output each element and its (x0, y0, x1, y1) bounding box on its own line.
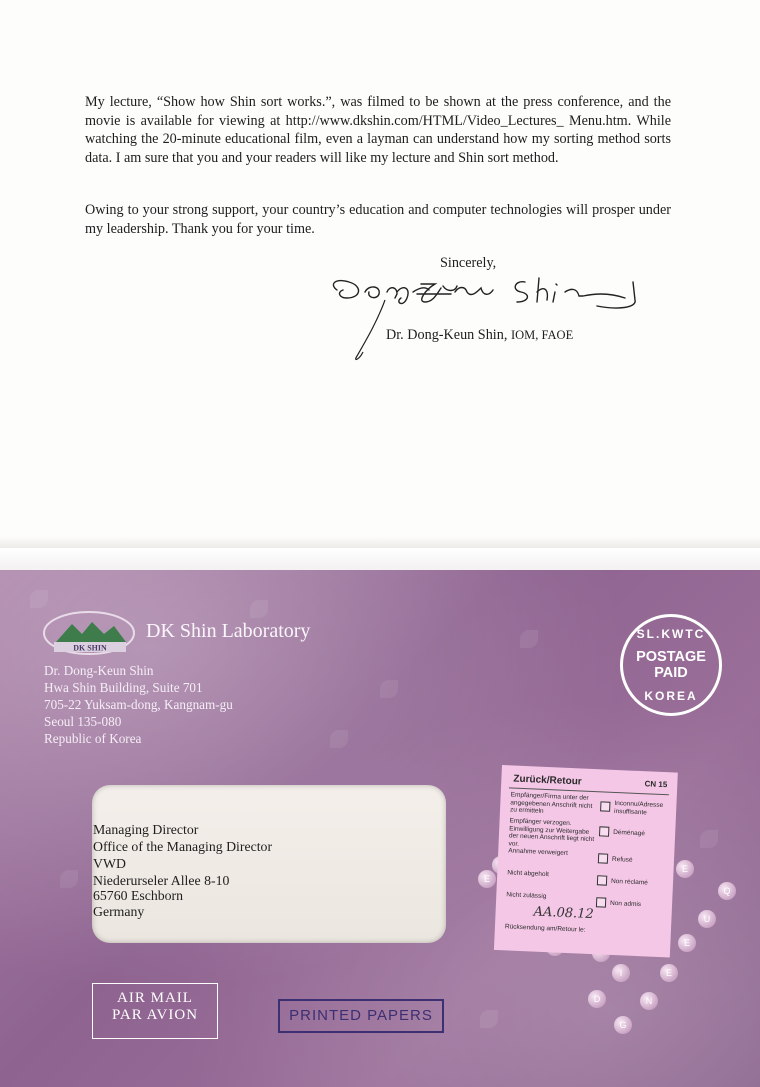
handwritten-signature (325, 262, 645, 362)
label-reason-text: Empfänger verzogen. Einwilligung zur Weitergabe der neuen Anschrift liegt nicht vor. (508, 817, 595, 848)
letter-paragraph-2: Owing to your strong support, your country’s education and computer technologies will prosper under my leadership. Thank you for your time. (85, 202, 671, 237)
envelope (0, 570, 760, 1087)
return-address-line: Dr. Dong-Keun Shin (44, 663, 154, 678)
sort-node: E (678, 934, 696, 952)
sort-node: U (698, 910, 716, 928)
lab-name: DK Shin Laboratory (146, 620, 311, 642)
sort-node: Q (718, 882, 736, 900)
label-reason-text: Nicht abgeholt (507, 869, 549, 879)
letter-paragraph-1: My lecture, “Show how Shin sort works.”, was filmed to be shown at the press conference, and the movie is available for viewing at http://www.dkshin.com/HTML/Video_Lectures_ Menu.htm. While watching the 20-minute educational film, even a layman can understand how my sorting method sorts data. I am sure that you and your readers will like my lecture and Shin sort method. (85, 94, 671, 166)
logo-text: DK SHIN (73, 643, 107, 653)
return-address-line: 705-22 Yuksam-dong, Kangnam-gu (44, 697, 233, 712)
sort-node: E (478, 870, 496, 888)
label-checkbox (597, 875, 607, 885)
letter-fold-edge (0, 536, 760, 548)
decor-petal (520, 630, 538, 648)
label-footer: Rücksendung am/Retour le: (504, 923, 586, 934)
label-reason-text: Nicht zulässig (506, 891, 547, 901)
sort-node: N (640, 992, 658, 1010)
label-reason-text: Empfänger/Firma unter der angegebenen Anschrift nicht zu ermitteln (509, 791, 593, 815)
postage-bottom-text: KOREA (644, 689, 698, 703)
address-window (92, 785, 446, 943)
decor-petal (480, 1010, 498, 1028)
recipient-line: 65760 Eschborn (93, 888, 184, 903)
label-reason-text: Inconnu/Adresse insuffisante (613, 799, 664, 816)
recipient-line: VWD (93, 856, 126, 871)
return-address-line: Hwa Shin Building, Suite 701 (44, 680, 203, 695)
gap-strip (0, 548, 760, 570)
label-reason-text: Annahme verweigert (508, 847, 568, 857)
par-avion-text: PAR AVION (111, 1007, 199, 1023)
printed-papers-stamp: PRINTED PAPERS (278, 999, 444, 1033)
decor-petal (700, 830, 718, 848)
recipient-line: Niederurseler Allee 8-10 (93, 873, 230, 888)
postage-line-1: POSTAGE (636, 649, 706, 665)
air-mail-text: AIR MAIL (117, 990, 193, 1006)
signer-name: Dr. Dong-Keun Shin, (386, 327, 508, 343)
label-reason-text: Déménagé (613, 828, 646, 838)
air-mail-box (92, 983, 218, 1039)
recipient-line: Germany (93, 904, 145, 919)
decor-petal (380, 680, 398, 698)
label-checkbox (598, 853, 608, 863)
sort-node: G (614, 1016, 632, 1034)
label-reason-text: Non admis (609, 899, 642, 909)
recipient-line: Managing Director (93, 822, 199, 837)
label-checkbox (596, 897, 606, 907)
return-address-line: Republic of Korea (44, 731, 142, 746)
decor-petal (30, 590, 48, 608)
decor-petal (250, 600, 268, 618)
label-reason-text: Refusé (611, 855, 633, 864)
label-checkbox (600, 801, 610, 811)
label-code: CN 15 (644, 779, 668, 790)
recipient-line: Office of the Managing Director (93, 839, 273, 854)
sort-node: D (588, 990, 606, 1008)
label-checkbox (599, 826, 609, 836)
dk-shin-logo (42, 610, 136, 656)
decor-petal (330, 730, 348, 748)
postage-line-2: PAID (654, 665, 688, 681)
label-reason-text: Non réclamé (610, 877, 649, 887)
signer-credentials: IOM, FAOE (510, 328, 574, 342)
postage-paid-stamp (620, 614, 722, 716)
return-address-line: Seoul 135-080 (44, 714, 122, 729)
decor-petal (60, 870, 78, 888)
handwritten-date: AA.08.12 (533, 904, 595, 923)
sort-node: E (676, 860, 694, 878)
label-title: Zurück/Retour (513, 773, 582, 788)
sort-node: E (660, 964, 678, 982)
signer-line (386, 327, 573, 344)
sort-node: I (612, 964, 630, 982)
postage-top-text: SL.KWTC (636, 627, 706, 641)
letter-closing: Sincerely, (440, 255, 497, 271)
return-label-cn15 (494, 765, 678, 958)
